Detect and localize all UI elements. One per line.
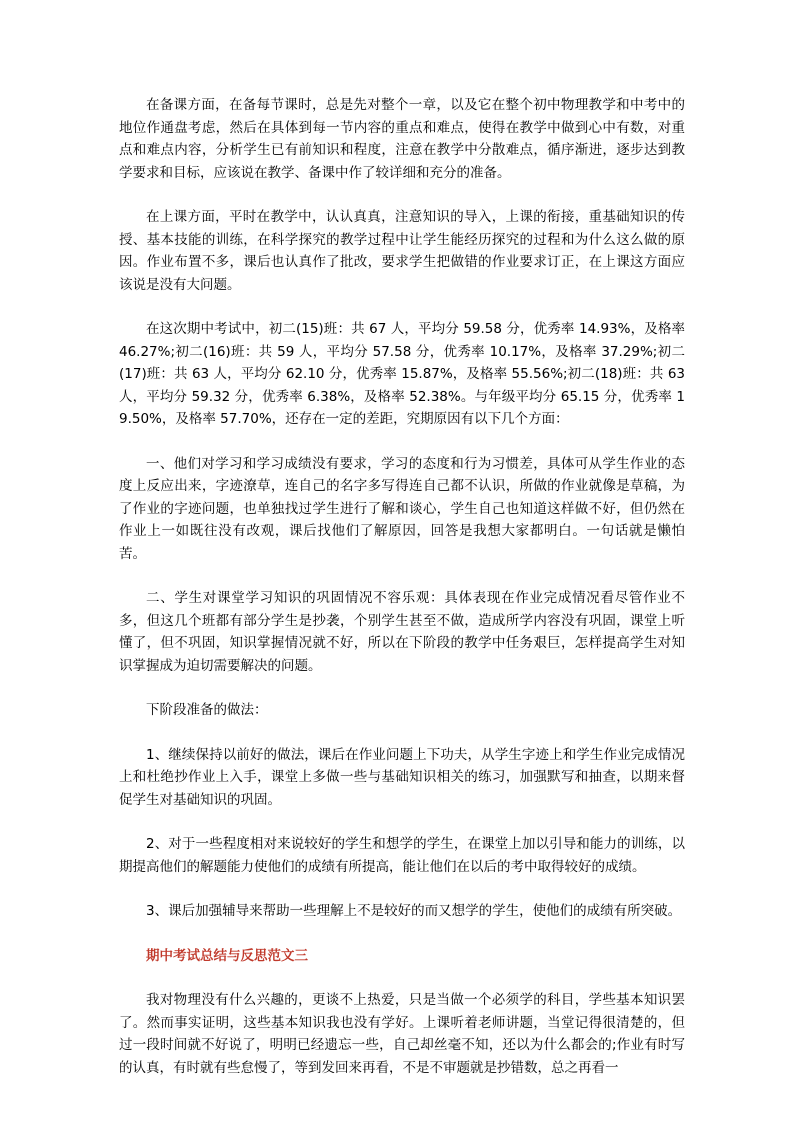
paragraph-reason-two: 二、学生对课堂学习知识的巩固情况不容乐观：具体表现在作业完成情况看尽管作业不多，但这几个班都有部分学生是抄袭，个别学生甚至不做，造成所学内容没有巩固，课堂上听懂了，但不巩固，知识掌握情况就不好，所以在下阶段的教学中任务艰巨，怎样提高学生对知识掌握成为迫切需要解决的问题。 <box>119 590 685 674</box>
paragraph-plan-three: 3、课后加强辅导来帮助一些理解上不是较好的而又想学的学生，使他们的成绩有所突破。 <box>146 903 682 919</box>
paragraph-plan-one: 1、继续保持以前好的做法，课后在作业问题上下功夫，从学生字迹上和学生作业完成情况上和杜绝抄作业上入手，课堂上多做一些与基础知识相关的练习，加强默写和抽查，以期来督促学生对基础知识的巩固。 <box>119 746 685 808</box>
section-heading: 期中考试总结与反思范文三 <box>146 947 308 964</box>
paragraph-reflection: 我对物理没有什么兴趣的，更谈不上热爱，只是当做一个必须学的科目，学些基本知识罢了。然而事实证明，这些基本知识我也没有学好。上课听着老师讲题，当堂记得很清楚的，但过一段时间就不好说了，明明已经遗忘一些，自己却丝毫不知，还以为什么都会的;作业有时写的认真，有时就有些怠慢了，等到发回来再看，不是不审题就是抄错数，总之再看一 <box>119 992 685 1076</box>
paragraph-reason-one: 一、他们对学习和学习成绩没有要求，学习的态度和行为习惯差，具体可从学生作业的态度上反应出来，字迹潦草，连自己的名字多写得连自己都不认识，所做的作业就像是草稿，为了作业的字迹问题，也单独找过学生进行了解和谈心，学生自己也知道这样做不好，但仍然在作业上一如既往没有改观，课后找他们了解原因，回答是我想大家都明白。一句话就是懒怕苦。 <box>119 455 685 562</box>
paragraph-exam-results: 在这次期中考试中，初二(15)班：共 67 人，平均分 59.58 分，优秀率 14.93%，及格率 46.27%;初二(16)班：共 59 人，平均分 57.58 分，优秀率 10.17%，及格率 37.29%;初二(17)班：共 63 人，平均分 62.10 分，优秀率 15.87%，及格率 55.56%;初二(18)班：共 63 人，平均分 59.32 分，优秀率 6.38%，及格率 52.38%。与年级平均分 65.15 分，优秀率 19.50%，及格率 57.70%，还存在一定的差距，究期原因有以下几个方面： <box>119 321 685 427</box>
paragraph-teaching: 在上课方面，平时在教学中，认认真真，注意知识的导入，上课的衔接，重基础知识的传授、基本技能的训练，在科学探究的教学过程中让学生能经历探究的过程和为什么这么做的原因。作业布置不多，课后也认真作了批改，要求学生把做错的作业要求订正，在上课这方面应该说是没有大问题。 <box>119 209 685 293</box>
paragraph-plan-two: 2、对于一些程度相对来说较好的学生和想学的学生，在课堂上加以引导和能力的训练，以期提高他们的解题能力使他们的成绩有所提高，能让他们在以后的考中取得较好的成绩。 <box>119 836 685 875</box>
paragraph-next-steps-title: 下阶段准备的做法： <box>146 702 268 718</box>
paragraph-lesson-preparation: 在备课方面，在备每节课时，总是先对整个一章，以及它在整个初中物理教学和中考中的地位作通盘考虑，然后在具体到每一节内容的重点和难点，使得在教学中做到心中有数，对重点和难点内容，分析学生已有前知识和程度，注意在教学中分散难点，循序渐进，逐步达到教学要求和目标，应该说在教学、备课中作了较详细和充分的准备。 <box>119 97 685 181</box>
document-body <box>119 94 685 1079</box>
